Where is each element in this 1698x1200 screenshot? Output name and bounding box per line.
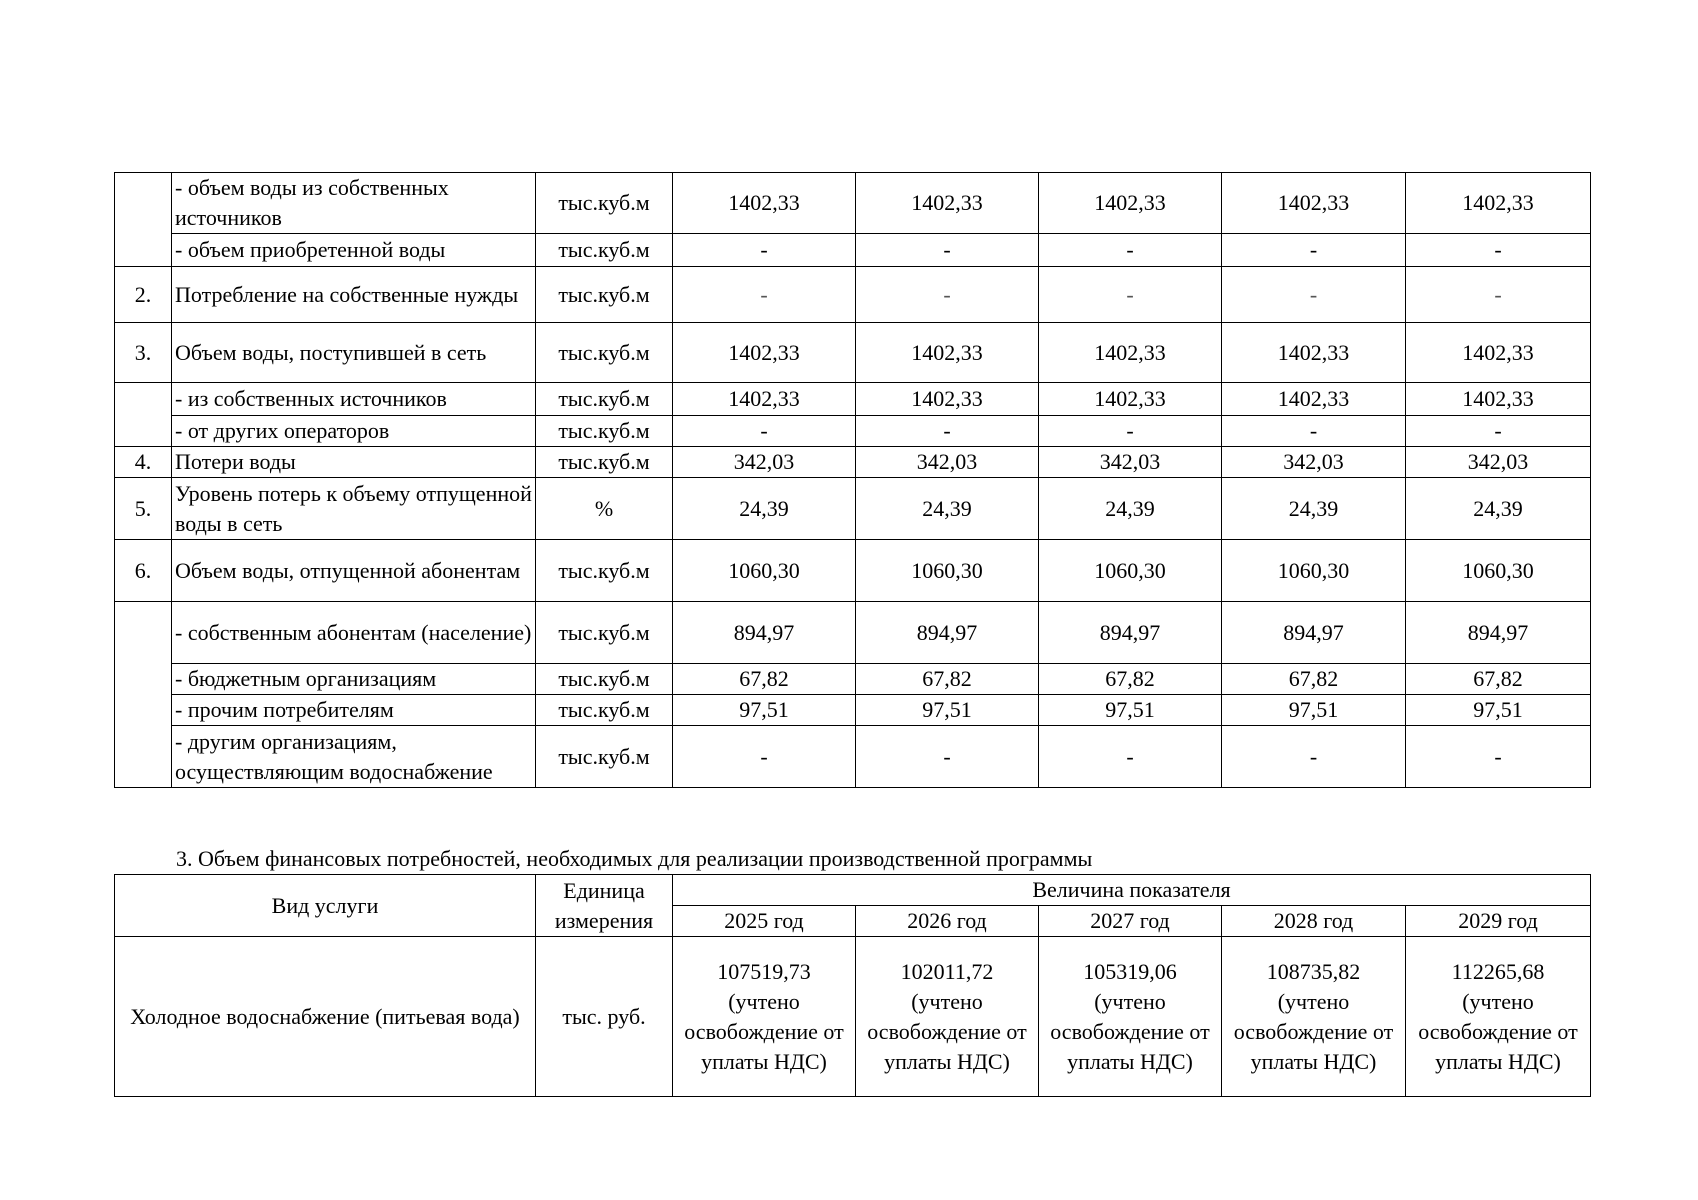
value-cell: 894,97 — [1406, 602, 1591, 664]
table-row — [115, 937, 1591, 1097]
value-cell: 1402,33 — [673, 323, 856, 383]
table-row — [115, 478, 1591, 540]
unit-cell: тыс.куб.м — [536, 664, 673, 695]
table-row — [115, 173, 1591, 234]
value-cell: 24,39 — [673, 478, 856, 540]
value-cell: - — [673, 267, 856, 323]
value-cell: - — [1039, 267, 1222, 323]
value-cell: 894,97 — [856, 602, 1039, 664]
value-cell: 894,97 — [1222, 602, 1406, 664]
value-cell: 342,03 — [1406, 447, 1591, 478]
row-number: 6. — [115, 540, 172, 602]
unit-cell: тыс.куб.м — [536, 540, 673, 602]
unit-cell: тыс.куб.м — [536, 234, 673, 267]
value-cell: 97,51 — [1039, 695, 1222, 726]
value-cell: - — [1406, 416, 1591, 447]
indicator-name: Уровень потерь к объему отпущенной воды в сеть — [172, 478, 536, 540]
value-cell: 1402,33 — [856, 383, 1039, 416]
row-number — [115, 602, 172, 788]
table-row — [115, 323, 1591, 383]
value-cell: 1402,33 — [1406, 383, 1591, 416]
value-cell: 342,03 — [1222, 447, 1406, 478]
value-cell: - — [673, 726, 856, 788]
unit-cell: тыс.куб.м — [536, 267, 673, 323]
value-cell: 1402,33 — [673, 383, 856, 416]
value-cell: 1402,33 — [1039, 323, 1222, 383]
table-row — [115, 726, 1591, 788]
unit-cell: тыс.куб.м — [536, 602, 673, 664]
unit-cell: тыс.куб.м — [536, 323, 673, 383]
year-header: 2028 год — [1222, 906, 1406, 937]
value-cell: 1402,33 — [1039, 173, 1222, 234]
table-row — [115, 695, 1591, 726]
indicator-name: Потери воды — [172, 447, 536, 478]
amount-value: 108735,82 — [1266, 958, 1361, 984]
vat-note: (учтено освобождение от уплаты НДС) — [1233, 988, 1394, 1074]
value-cell: - — [856, 416, 1039, 447]
table-row — [115, 664, 1591, 695]
table-row — [115, 416, 1591, 447]
amount-cell — [856, 937, 1039, 1097]
value-cell: - — [1039, 726, 1222, 788]
value-cell: 1402,33 — [856, 323, 1039, 383]
value-cell: 24,39 — [1222, 478, 1406, 540]
table-row — [115, 383, 1591, 416]
value-cell: 67,82 — [1039, 664, 1222, 695]
value-cell: - — [1222, 726, 1406, 788]
table-row — [115, 540, 1591, 602]
vat-note: (учтено освобождение от уплаты НДС) — [1418, 988, 1578, 1074]
value-cell: 97,51 — [856, 695, 1039, 726]
row-number: 3. — [115, 323, 172, 383]
value-cell: 97,51 — [1406, 695, 1591, 726]
row-number — [115, 173, 172, 267]
amount-cell — [1406, 937, 1591, 1097]
value-cell: 24,39 — [1406, 478, 1591, 540]
value-cell: - — [673, 416, 856, 447]
value-cell: 67,82 — [1222, 664, 1406, 695]
table-row — [115, 234, 1591, 267]
indicator-name: - бюджетным организациям — [172, 664, 536, 695]
indicator-name: - прочим потребителям — [172, 695, 536, 726]
value-cell: 1060,30 — [1222, 540, 1406, 602]
value-cell: 97,51 — [1222, 695, 1406, 726]
value-cell: 97,51 — [673, 695, 856, 726]
value-cell: - — [1222, 416, 1406, 447]
value-cell: 342,03 — [1039, 447, 1222, 478]
service-type-header: Вид услуги — [115, 875, 536, 937]
table-row — [115, 447, 1591, 478]
value-cell: 1060,30 — [1406, 540, 1591, 602]
value-cell: 1402,33 — [1039, 383, 1222, 416]
amount-cell — [1039, 937, 1222, 1097]
value-cell: - — [1039, 416, 1222, 447]
unit-cell: % — [536, 478, 673, 540]
year-header: 2027 год — [1039, 906, 1222, 937]
unit-cell: тыс.куб.м — [536, 416, 673, 447]
row-number: 5. — [115, 478, 172, 540]
value-cell: 1060,30 — [673, 540, 856, 602]
amount-value: 105319,06 — [1083, 958, 1177, 984]
amount-value: 107519,73 — [717, 958, 811, 984]
indicator-name: - другим организациям, осуществляющим водоснабжение — [172, 726, 536, 788]
value-cell: 1402,33 — [1222, 323, 1406, 383]
unit-cell: тыс.куб.м — [536, 726, 673, 788]
vat-note: (учтено освобождение от уплаты НДС) — [867, 988, 1027, 1074]
value-cell: - — [856, 234, 1039, 267]
indicator-name: - объем воды из собственных источников — [172, 173, 536, 234]
water-volumes-table — [114, 172, 1591, 788]
year-header: 2025 год — [673, 906, 856, 937]
row-number: 4. — [115, 447, 172, 478]
indicator-name: Объем воды, отпущенной абонентам — [172, 540, 536, 602]
amount-cell — [1222, 937, 1406, 1097]
value-cell: - — [856, 267, 1039, 323]
value-cell: 894,97 — [1039, 602, 1222, 664]
amount-cell — [673, 937, 856, 1097]
value-cell: - — [673, 234, 856, 267]
value-cell: 1402,33 — [856, 173, 1039, 234]
vat-note: (учтено освобождение от уплаты НДС) — [684, 988, 844, 1074]
value-cell: - — [1222, 267, 1406, 323]
financial-needs-table — [114, 874, 1591, 1097]
year-header: 2029 год — [1406, 906, 1591, 937]
unit-cell: тыс. руб. — [536, 937, 673, 1097]
amount-value: 112265,68 — [1451, 958, 1545, 984]
indicator-name: - объем приобретенной воды — [172, 234, 536, 267]
amount-value: 102011,72 — [900, 958, 994, 984]
value-cell: - — [856, 726, 1039, 788]
row-number: 2. — [115, 267, 172, 323]
value-cell: 342,03 — [856, 447, 1039, 478]
table-row — [115, 267, 1591, 323]
value-cell: 24,39 — [1039, 478, 1222, 540]
section-title: 3. Объем финансовых потребностей, необходимых для реализации производственной программы — [176, 846, 1093, 871]
value-cell: - — [1222, 234, 1406, 267]
value-cell: 24,39 — [856, 478, 1039, 540]
service-name: Холодное водоснабжение (питьевая вода) — [115, 937, 536, 1097]
indicator-name: - из собственных источников — [172, 383, 536, 416]
value-cell: 894,97 — [673, 602, 856, 664]
unit-cell: тыс.куб.м — [536, 383, 673, 416]
value-cell: 67,82 — [673, 664, 856, 695]
value-cell: 1402,33 — [673, 173, 856, 234]
header-row — [115, 875, 1591, 906]
value-cell: 67,82 — [856, 664, 1039, 695]
value-cell: - — [1406, 234, 1591, 267]
value-cell: - — [1406, 726, 1591, 788]
value-group-header: Величина показателя — [673, 875, 1591, 906]
indicator-name: - собственным абонентам (население) — [172, 602, 536, 664]
unit-cell: тыс.куб.м — [536, 447, 673, 478]
value-cell: 1402,33 — [1406, 173, 1591, 234]
value-cell: - — [1406, 267, 1591, 323]
year-header: 2026 год — [856, 906, 1039, 937]
unit-cell: тыс.куб.м — [536, 173, 673, 234]
unit-cell: тыс.куб.м — [536, 695, 673, 726]
value-cell: 1060,30 — [1039, 540, 1222, 602]
value-cell: 1402,33 — [1222, 383, 1406, 416]
row-number — [115, 383, 172, 447]
value-cell: 1402,33 — [1222, 173, 1406, 234]
indicator-name: - от других операторов — [172, 416, 536, 447]
value-cell: 1402,33 — [1406, 323, 1591, 383]
indicator-name: Объем воды, поступившей в сеть — [172, 323, 536, 383]
value-cell: - — [1039, 234, 1222, 267]
indicator-name: Потребление на собственные нужды — [172, 267, 536, 323]
value-cell: 67,82 — [1406, 664, 1591, 695]
value-cell: 342,03 — [673, 447, 856, 478]
value-cell: 1060,30 — [856, 540, 1039, 602]
unit-header: Единица измерения — [536, 875, 673, 937]
table-row — [115, 602, 1591, 664]
vat-note: (учтено освобождение от уплаты НДС) — [1050, 988, 1210, 1074]
